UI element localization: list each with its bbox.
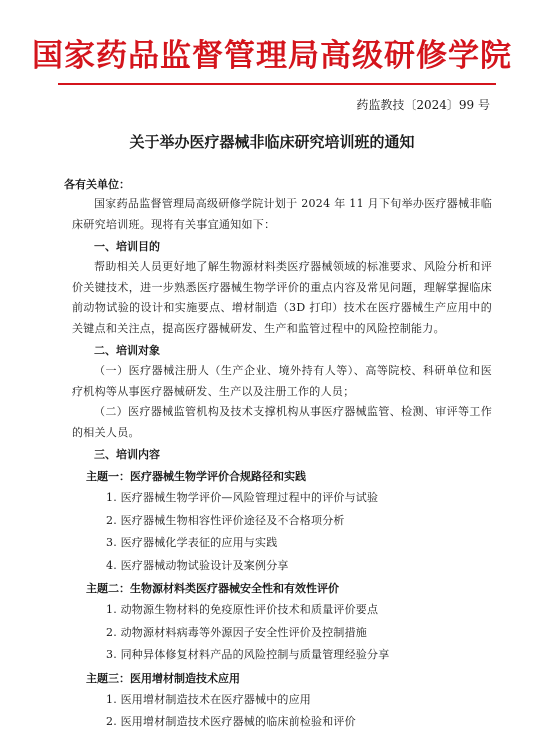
section-heading-audience: 二、培训对象 [94,344,160,357]
theme-heading-2: 主题二：生物源材料类医疗器械安全性和有效性评价 [86,582,339,595]
list-item: 1. 医疗器械生物学评价—风险管理过程中的评价与试验 [106,491,379,504]
audience-paragraph-1: （一）医疗器械注册人（生产企业、境外持有人等）、高等院校、科研单位和医疗机构等从事医疗器械研发、生产以及注册工作的人员； [72,364,492,398]
list-item: 4. 医疗器械动物试验设计及案例分享 [106,558,289,572]
intro-paragraph: 国家药品监督管理局高级研修学院计划于 2024 年 11 月下旬举办医疗器械非临床研究培训班。现将有关事宜通知如下： [72,197,492,231]
purpose-paragraph: 帮助相关人员更好地了解生物源材料类医疗器械领域的标准要求、风险分析和评价关键技术，进一步熟悉医疗器械生物学评价的重点内容及常见问题，理解掌握临床前动物试验的设计和实施要点、增材制造（3D 打印）技术在医疗器械生产应用中的关键点和关注点，提高医疗器械研发、生产和监管过程中的风险控制能力。 [72,260,492,335]
document-title: 关于举办医疗器械非临床研究培训班的通知 [129,133,415,151]
document-number: 药监教技〔2024〕99 号 [356,98,490,112]
list-item: 3. 同种异体修复材料产品的风险控制与质量管理经验分享 [106,648,390,661]
theme-heading-1: 主题一：医疗器械生物学评价合规路径和实践 [86,470,306,483]
letterhead-divider [58,83,496,85]
section-heading-purpose: 一、培训目的 [94,240,160,253]
list-item: 3. 医疗器械化学表征的应用与实践 [106,536,278,549]
list-item: 2. 医疗器械生物相容性评价途径及不合格项分析 [106,513,345,527]
section-heading-content: 三、培训内容 [94,448,160,461]
document-body [64,176,492,734]
org-letterhead-title: 国家药品监督管理局高级研修学院 [32,38,512,74]
list-item: 2. 医用增材制造技术医疗器械的临床前检验和评价 [106,715,356,728]
list-item: 1. 医用增材制造技术在医疗器械中的应用 [106,692,311,706]
addressee: 各有关单位： [64,178,130,191]
theme-heading-3: 主题三：医用增材制造技术应用 [86,671,240,685]
list-item: 1. 动物源生物材料的免疫原性评价技术和质量评价要点 [106,603,379,616]
list-item: 2. 动物源材料病毒等外源因子安全性评价及控制措施 [106,625,367,639]
audience-paragraph-2: （二）医疗器械监管机构及技术支撑机构从事医疗器械监管、检测、审评等工作的相关人员。 [72,405,492,439]
